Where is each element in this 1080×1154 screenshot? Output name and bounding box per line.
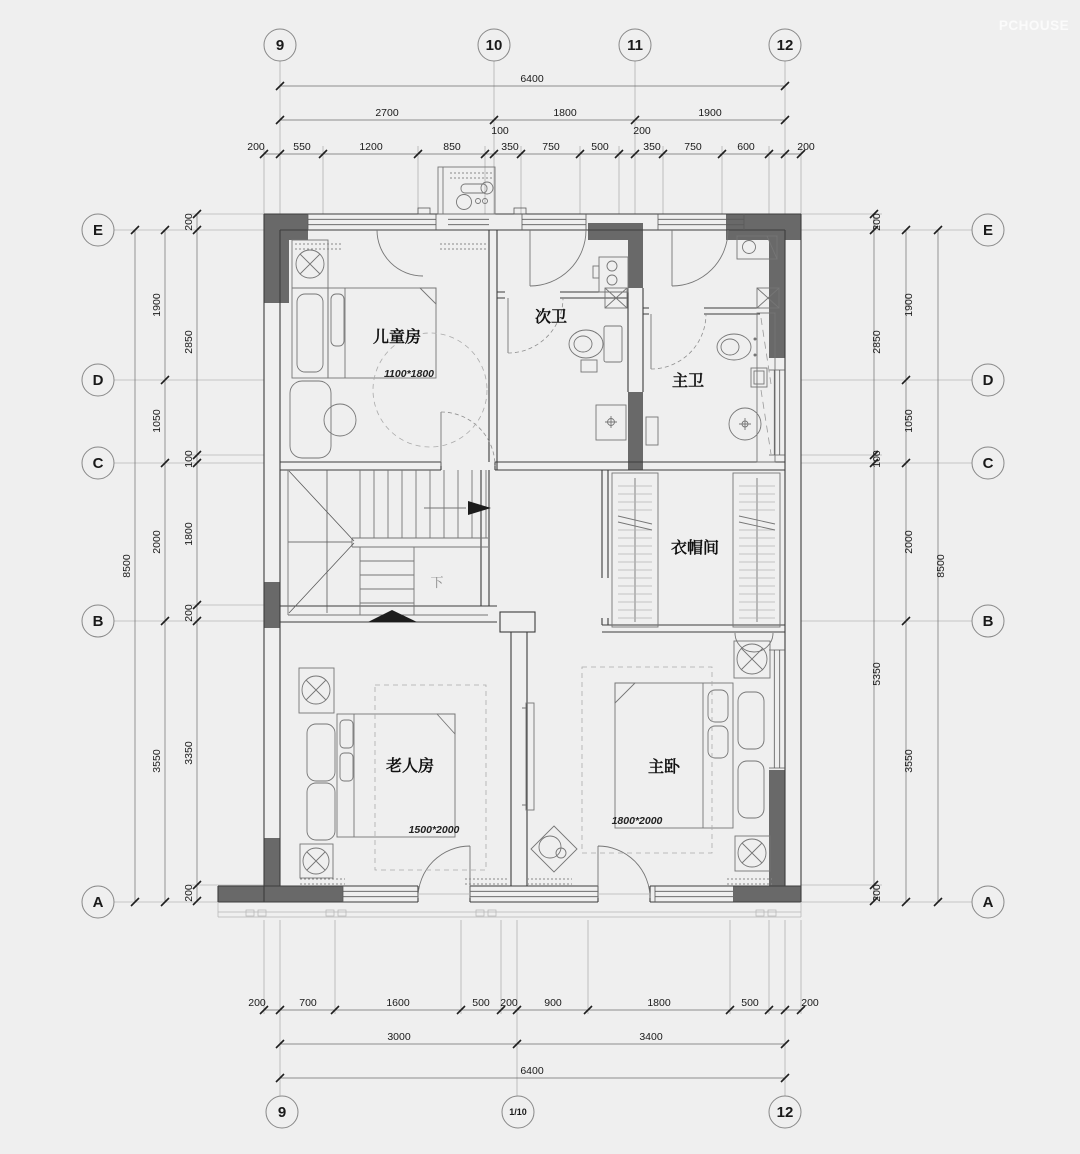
rug xyxy=(375,685,486,870)
grid-label: D xyxy=(92,372,104,389)
room-label-secondary-bath: 次卫 xyxy=(534,309,568,326)
dim-right-overall: 8500 xyxy=(935,554,947,578)
dim-top-minor: 750 xyxy=(684,141,702,153)
dim-right-minor: 100 xyxy=(871,450,883,468)
dim-bottom-minor: 900 xyxy=(544,997,562,1009)
towel-rail xyxy=(646,417,658,445)
room-label-master-bath: 主卫 xyxy=(671,373,705,390)
door-swing-arc xyxy=(441,412,495,466)
grid-label: 9 xyxy=(277,1104,287,1121)
nightstand xyxy=(307,783,335,840)
dim-top-minor: 850 xyxy=(443,141,461,153)
grid-label: 11 xyxy=(627,37,643,54)
sink-bowl xyxy=(457,195,472,210)
curtain-symbol xyxy=(527,879,772,884)
curtain-symbol xyxy=(295,244,488,249)
dim-bottom-minor: 500 xyxy=(741,997,759,1009)
dim-right-major: 2000 xyxy=(903,530,915,554)
dim-right-minor: 2850 xyxy=(871,330,883,354)
dim-top-major: 1800 xyxy=(553,107,577,119)
grid-bubble-labels xyxy=(93,37,994,1121)
dim-left-major: 1900 xyxy=(151,293,163,317)
window-swing-arc xyxy=(530,230,586,286)
dimension-labels-bottom xyxy=(248,997,819,1077)
grid-label: 9 xyxy=(275,37,285,54)
grid-label: B xyxy=(92,613,104,630)
dim-top-minor: 550 xyxy=(293,141,311,153)
desk xyxy=(290,381,331,458)
bidet-sprayer xyxy=(581,360,597,372)
dim-top-minor: 350 xyxy=(643,141,661,153)
dim-bottom-minor: 200 xyxy=(500,997,518,1009)
watermark: PCHOUSE xyxy=(998,18,1070,33)
dim-bottom-minor: 700 xyxy=(299,997,317,1009)
stair-section-marker-icon xyxy=(368,610,417,622)
elderly-room-furniture xyxy=(299,668,508,884)
dim-bottom-minor: 200 xyxy=(248,997,266,1009)
dim-top-minor: 750 xyxy=(542,141,560,153)
pillow xyxy=(331,294,344,346)
interior-walls xyxy=(280,230,785,886)
nightstand xyxy=(307,724,335,781)
dim-left-minor: 2850 xyxy=(183,330,195,354)
balcony-door xyxy=(598,846,650,898)
pillow xyxy=(708,690,728,722)
room-label-cloakroom: 衣帽间 xyxy=(670,540,720,557)
door-swing-arc xyxy=(651,314,706,369)
window-sill-cap xyxy=(418,208,430,214)
window-sill-cap xyxy=(514,208,526,214)
dim-top-major: 1900 xyxy=(698,107,722,119)
toilet-tank xyxy=(604,326,622,362)
extension-lines xyxy=(114,61,972,1096)
dim-left-minor: 100 xyxy=(183,450,195,468)
stair-down-label: 下 xyxy=(430,575,444,590)
dim-top-minor: 200 xyxy=(797,141,815,153)
dim-top-minor: 600 xyxy=(737,141,755,153)
dimension-labels-left xyxy=(121,213,195,902)
pillow xyxy=(340,753,353,781)
balcony-door xyxy=(418,846,470,898)
dim-left-minor: 200 xyxy=(183,213,195,231)
grid-label: A xyxy=(92,894,104,911)
dim-bottom-minor: 200 xyxy=(801,997,819,1009)
stairs xyxy=(288,470,491,622)
toilet xyxy=(717,334,751,360)
grid-label: C xyxy=(982,455,994,472)
grid-label: C xyxy=(92,455,104,472)
pillow xyxy=(340,720,353,748)
curtain-symbol xyxy=(300,879,508,884)
bed-size-label: 1800*2000 xyxy=(611,815,663,827)
dim-top-minor: 200 xyxy=(247,141,265,153)
bed-size-label: 1500*2000 xyxy=(408,824,460,836)
bed xyxy=(615,683,733,828)
dim-top-minor: 200 xyxy=(633,125,651,137)
decor-diamond xyxy=(531,826,577,872)
balcony-edge xyxy=(218,902,801,917)
nightstand xyxy=(738,692,764,749)
dim-left-overall: 8500 xyxy=(121,554,133,578)
grid-label: 1/10 xyxy=(509,1107,527,1117)
wall-columns xyxy=(218,214,801,902)
faucet-icon xyxy=(461,184,487,193)
dim-bottom-overall: 6400 xyxy=(520,1065,544,1077)
dim-right-minor: 5350 xyxy=(871,662,883,686)
dim-left-minor: 200 xyxy=(183,884,195,902)
room-label-master: 主卧 xyxy=(647,759,681,776)
grid-label: 10 xyxy=(485,37,503,54)
dimension-labels-right xyxy=(871,213,947,902)
dim-bottom-major: 3400 xyxy=(639,1031,663,1043)
wardrobe-drawer xyxy=(297,294,323,372)
clearance-circle xyxy=(373,333,487,447)
dim-left-major: 2000 xyxy=(151,530,163,554)
dim-right-major: 3550 xyxy=(903,749,915,773)
exterior-sink-unit xyxy=(438,167,495,214)
nightstand xyxy=(738,761,764,818)
grid-label: B xyxy=(982,613,994,630)
dim-bottom-minor: 1600 xyxy=(386,997,410,1009)
grid-bubbles xyxy=(82,29,1004,1128)
pipe-shaft-icon xyxy=(605,288,779,308)
dim-right-major: 1900 xyxy=(903,293,915,317)
grid-label: A xyxy=(982,894,994,911)
window-swing-arc xyxy=(377,230,423,276)
doors xyxy=(377,230,728,898)
dim-left-major: 3550 xyxy=(151,749,163,773)
dim-right-major: 1050 xyxy=(903,409,915,433)
dimension-labels-top xyxy=(247,73,815,153)
dim-top-overall: 6400 xyxy=(520,73,544,85)
grid-label: D xyxy=(982,372,994,389)
dim-top-minor: 1200 xyxy=(359,141,383,153)
dim-bottom-major: 3000 xyxy=(387,1031,411,1043)
grid-label: E xyxy=(982,222,994,239)
pillow xyxy=(708,726,728,758)
dim-left-minor: 1800 xyxy=(183,522,195,546)
dim-right-minor: 200 xyxy=(871,884,883,902)
dim-right-minor: 200 xyxy=(871,213,883,231)
exterior-walls xyxy=(218,214,801,902)
dim-left-minor: 200 xyxy=(183,604,195,622)
bed-size-label: 1100*1800 xyxy=(383,368,435,380)
room-label-elderly: 老人房 xyxy=(385,758,435,775)
grid-label: 12 xyxy=(776,37,794,54)
dim-bottom-minor: 1800 xyxy=(647,997,671,1009)
dim-top-major: 2700 xyxy=(375,107,399,119)
dim-left-major: 1050 xyxy=(151,409,163,433)
childrens-room-furniture xyxy=(290,240,488,458)
room-labels xyxy=(373,307,719,836)
dim-bottom-minor: 500 xyxy=(472,997,490,1009)
bed xyxy=(337,714,455,837)
dim-top-minor: 500 xyxy=(591,141,609,153)
room-label-childrens: 儿童房 xyxy=(372,329,422,346)
wardrobe xyxy=(733,473,780,627)
chair xyxy=(324,404,356,436)
washer xyxy=(599,257,628,292)
dim-top-minor: 100 xyxy=(491,125,509,137)
secondary-bathroom-fixtures xyxy=(569,257,628,440)
basin xyxy=(743,241,756,254)
dimension-lines xyxy=(131,82,942,1082)
corridor-wall-cap xyxy=(500,612,535,632)
dim-top-minor: 350 xyxy=(501,141,519,153)
window-swing-arc xyxy=(672,230,728,286)
stair-arrow-icon xyxy=(468,501,491,515)
grid-label: 12 xyxy=(776,1104,794,1121)
grid-label: E xyxy=(92,222,104,239)
dim-left-minor: 3350 xyxy=(183,741,195,765)
